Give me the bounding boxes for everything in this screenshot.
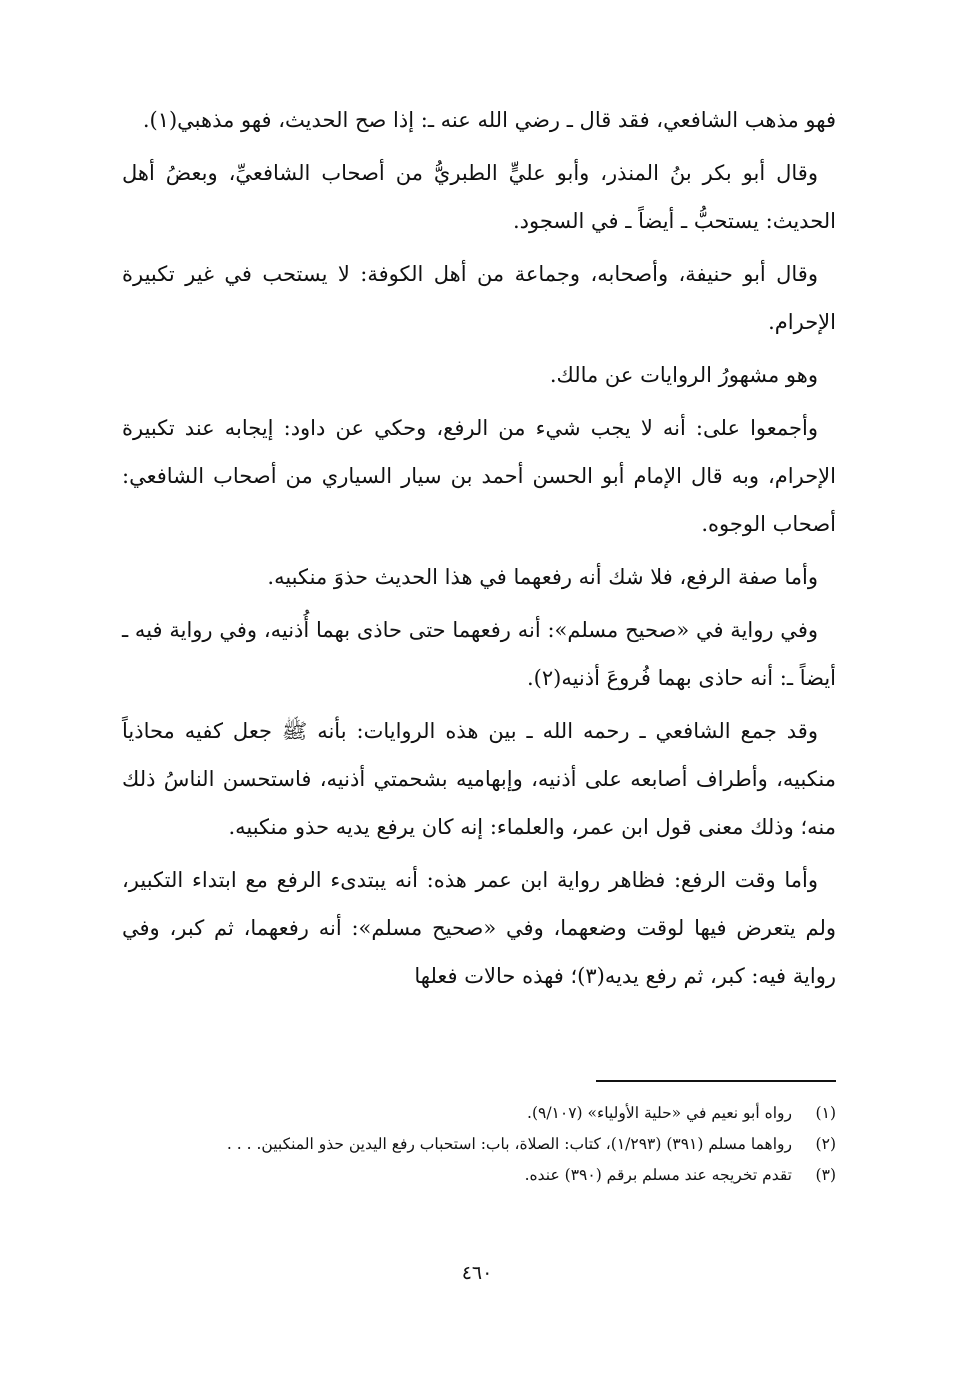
- main-text: [122, 96, 836, 1005]
- paragraph: وقد جمع الشافعي ـ رحمه الله ـ بين هذه الروايات: بأنه ﷺ جعل كفيه محاذياً منكبيه، وأطراف أصابعه على أذنيه، وإبهاميه بشحمتي أذنيه، فاستحسن الناسُ ذلك منه؛ وذلك معنى قول ابن عمر، والعلماء: إنه كان يرفع يديه حذو منكبيه.: [122, 719, 836, 839]
- paragraph: وهو مشهورُ الروايات عن مالك.: [549, 363, 818, 387]
- footnote: [122, 1098, 836, 1129]
- paragraph: فهو مذهب الشافعي، فقد قال ـ رضي الله عنه ـ: إذا صح الحديث، فهو مذهبي(١).: [142, 108, 836, 132]
- paragraph: وقال أبو حنيفة، وأصحابه، وجماعة من أهل الكوفة: لا يستحب في غير تكبيرة الإحرام.: [122, 262, 836, 334]
- paragraph: وأما وقت الرفع: فظاهر رواية ابن عمر هذه: أنه يبتدىء الرفع مع ابتداء التكبير، ولم يتعرض فيها لوقت وضعهما، وفي «صحيح مسلم»: أنه رفعهما، ثم كبر، وفي رواية فيه: كبر، ثم رفع يديه(٣)؛ فهذه حالات فعلها: [122, 868, 836, 988]
- footnote-separator: [596, 1080, 836, 1082]
- footnote-text: رواه أبو نعيم في «حلية الأولياء» (٩/١٠٧).: [527, 1104, 792, 1122]
- paragraph: وأما صفة الرفع، فلا شك أنه رفعهما في هذا الحديث حذوَ منكبيه.: [267, 565, 818, 589]
- footnote-number: (١): [815, 1104, 836, 1122]
- footnote: [122, 1160, 836, 1191]
- footnote-text: تقدم تخريجه عند مسلم برقم (٣٩٠) عنده.: [524, 1166, 792, 1184]
- footnote: [122, 1129, 836, 1160]
- paragraph: وقال أبو بكر بنُ المنذر، وأبو عليٍّ الطبريُّ من أصحاب الشافعيِّ، وبعضُ أهل الحديث: يستحبُّ ـ أيضاً ـ في السجود.: [122, 161, 836, 233]
- paragraph: وفي رواية في «صحيح مسلم»: أنه رفعهما حتى حاذى بهما أُذنيه، وفي رواية فيه ـ أيضاً ـ: أنه حاذى بهما فُروعَ أذنيه(٢).: [122, 618, 836, 690]
- page-number: ٤٦٠: [461, 1262, 493, 1284]
- paragraph: وأجمعوا على: أنه لا يجب شيء من الرفع، وحكي عن داود: إيجابه عند تكبيرة الإحرام، وبه قال الإمام أبو الحسن أحمد بن سيار السياري من أصحاب الشافعي: أصحاب الوجوه.: [122, 416, 836, 536]
- footnotes: [122, 1098, 836, 1191]
- footnote-text: رواهما مسلم (٣٩١) (١/٢٩٣)، كتاب: الصلاة، باب: استحباب رفع اليدين حذو المنكبين. . . .: [226, 1135, 792, 1153]
- footnote-number: (٢): [815, 1135, 836, 1153]
- footnote-number: (٣): [815, 1166, 836, 1184]
